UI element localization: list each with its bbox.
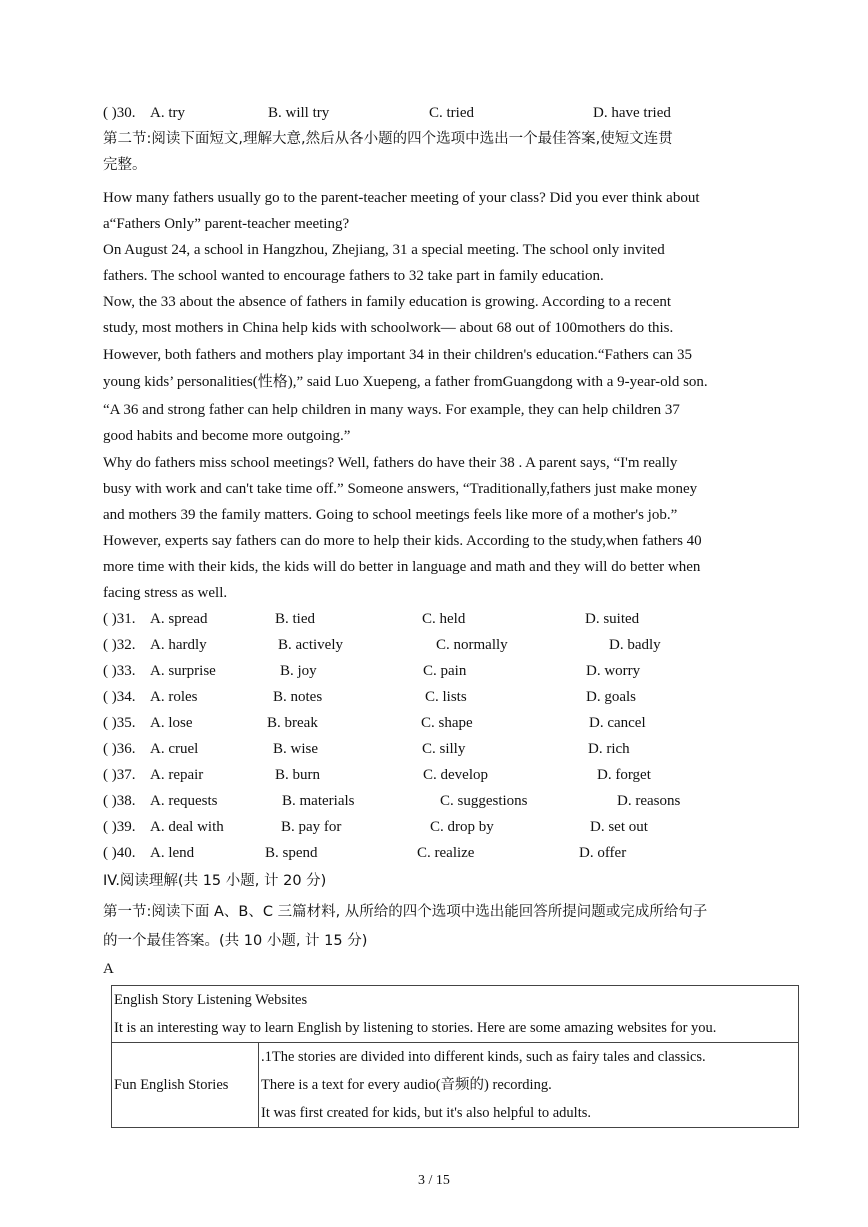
option-c: C. lists [425,689,467,705]
question-39 [103,817,803,837]
question-number: ( )36. [103,741,136,757]
passage-line: young kids’ personalities(性格),” said Luo Xuepeng, a father fromGuangdong with a 9-year-old son. [103,374,708,390]
option-b: B. wise [273,741,318,757]
option-a: A. repair [150,767,204,783]
passage-line: “A 36 and strong father can help children in many ways. For example, they can help children 37 [103,402,680,418]
option-d: D. rich [588,741,630,757]
passage-line: study, most mothers in China help kids with schoolwork— about 68 out of 100mothers do this. [103,320,674,336]
passage-line: more time with their kids, the kids will do better in language and math and they will do better when [103,559,701,575]
option-b: B. spend [265,845,318,861]
option-c: C. pain [423,663,467,679]
part-heading: IV.阅读理解(共 15 小题, 计 20 分) [103,873,327,889]
option-b: B. tied [275,611,315,627]
passage-line: busy with work and can't take time off.” Someone answers, “Traditionally,fathers just make money [103,481,698,497]
question-number: ( )35. [103,715,136,731]
passage-line: and mothers 39 the family matters. Going to school meetings feels like more of a mother's job.” [103,507,678,523]
question-36 [103,739,803,759]
option-b: B. will try [268,105,330,121]
option-d: D. have tried [593,105,671,121]
option-b: B. burn [275,767,320,783]
question-number: ( )32. [103,637,136,653]
table-header-row [112,986,799,1043]
option-b: B. break [267,715,318,731]
section-heading: 第二节:阅读下面短文,理解大意,然后从各小题的四个选项中选出一个最佳答案,使短文连贯 [103,131,673,147]
question-34 [103,687,803,707]
question-31 [103,609,803,629]
option-a: A. deal with [150,819,224,835]
question-38 [103,791,803,811]
passage-line: fathers. The school wanted to encourage fathers to 32 take part in family education. [103,268,604,284]
website-feature: It was first created for kids, but it's also helpful to adults. [261,1105,592,1121]
option-d: D. worry [586,663,641,679]
option-c: C. develop [423,767,488,783]
option-b: B. notes [273,689,323,705]
table-row [112,1043,799,1128]
question-40 [103,843,803,863]
question-number: ( )31. [103,611,136,627]
option-a: A. spread [150,611,208,627]
option-a: A. lose [150,715,193,731]
option-b: B. actively [278,637,343,653]
question-33 [103,661,803,681]
question-number: ( )37. [103,767,136,783]
option-a: A. try [150,105,185,121]
page-number: 3 / 15 [418,1173,450,1188]
option-c: C. held [422,611,466,627]
option-c: C. realize [417,845,475,861]
option-a: A. surprise [150,663,216,679]
passage-line: facing stress as well. [103,585,228,601]
passage-line: However, experts say fathers can do more to help their kids. According to the study,when fathers 40 [103,533,702,549]
option-c: C. tried [429,105,474,121]
section-heading-cont: 完整。 [103,157,147,173]
question-number: ( )39. [103,819,136,835]
option-d: D. goals [586,689,636,705]
passage-line: How many fathers usually go to the parent-teacher meeting of your class? Did you ever think about [103,190,700,206]
passage-line: On August 24, a school in Hangzhou, Zhejiang, 31 a special meeting. The school only invited [103,242,665,258]
question-number: ( )34. [103,689,136,705]
website-feature: .1The stories are divided into different kinds, such as fairy tales and classics. [261,1049,706,1065]
option-d: D. cancel [589,715,646,731]
question-number: ( )40. [103,845,136,861]
option-a: A. hardly [150,637,207,653]
passage-line: a“Fathers Only” parent-teacher meeting? [103,216,350,232]
question-number: ( )30. [103,105,136,121]
option-d: D. badly [609,637,661,653]
option-a: A. roles [150,689,198,705]
option-a: A. requests [150,793,218,809]
website-feature: There is a text for every audio(音频的) recording. [261,1077,552,1093]
table-intro: It is an interesting way to learn English by listening to stories. Here are some amazing websites for you. [114,1020,717,1036]
passage-line: Now, the 33 about the absence of fathers in family education is growing. According to a recent [103,294,672,310]
question-32 [103,635,803,655]
option-c: C. shape [421,715,473,731]
option-d: D. suited [585,611,640,627]
option-d: D. forget [597,767,651,783]
option-d: D. offer [579,845,627,861]
option-a: A. cruel [150,741,199,757]
websites-table [111,985,799,1128]
passage-label: A [103,961,114,977]
passage-line: Why do fathers miss school meetings? Well, fathers do have their 38 . A parent says, “I'm really [103,455,678,471]
table-title: English Story Listening Websites [114,992,308,1008]
question-37 [103,765,803,785]
option-b: B. pay for [281,819,342,835]
option-d: D. reasons [617,793,681,809]
option-b: B. materials [282,793,355,809]
option-c: C. silly [422,741,466,757]
question-35 [103,713,803,733]
section-heading: 第一节:阅读下面 A、B、C 三篇材料, 从所给的四个选项中选出能回答所提问题或完成所给句子 [103,904,708,920]
option-c: C. drop by [430,819,494,835]
option-c: C. normally [436,637,508,653]
option-c: C. suggestions [440,793,528,809]
question-number: ( )33. [103,663,136,679]
passage-line: However, both fathers and mothers play important 34 in their children's education.“Fathers can 35 [103,347,693,363]
question-number: ( )38. [103,793,136,809]
passage-line: good habits and become more outgoing.” [103,428,351,444]
option-b: B. joy [280,663,317,679]
question-30 [103,103,803,123]
website-name: Fun English Stories [112,1043,259,1128]
option-d: D. set out [590,819,648,835]
section-heading-cont: 的一个最佳答案。(共 10 小题, 计 15 分) [103,933,368,949]
option-a: A. lend [150,845,195,861]
